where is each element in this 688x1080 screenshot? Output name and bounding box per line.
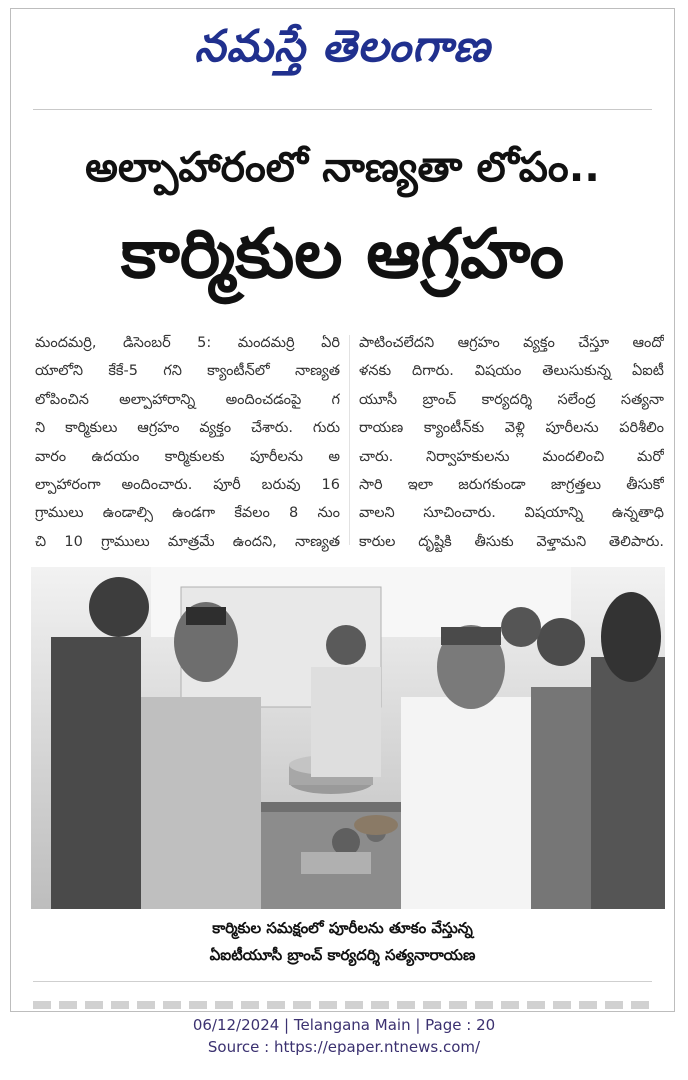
article-line: గ్రాములు ఉండాల్సి ఉండగా కేవలం 8 నుం [35,505,340,522]
article-line: మందమర్రి, డిసెంబర్ 5: మందమర్రి ఏరి [35,335,340,351]
article-line: రాయణ క్యాంటీన్‌కు వెళ్లి పూరీలను పరిశీలిం [359,420,664,437]
article-line: సారి ఇలా జరుగకుండా జాగ్రత్తలు తీసుకో [359,477,664,494]
article-line: కారుల దృష్టికి తీసుకు వెళ్తామని తెలిపారు. [359,533,664,550]
masthead-divider [33,109,652,110]
bottom-divider [33,981,652,982]
article-line: వారం ఉదయం కార్మికులకు పూరీలను అ [35,448,340,465]
footer-date-edition: 06/12/2024 | Telangana Main | Page : 20 [192,1016,496,1034]
footer-source: Source : https://epaper.ntnews.com/ [207,1038,481,1056]
cropped-next-article [33,1001,652,1009]
article-line: చి 10 గ్రాములు మాత్రమే ఉందని, నాణ్యత [35,533,340,550]
article-line: ల్పాహారంగా అందించారు. పూరీ బరువు 16 [35,477,340,494]
epaper-clipping [10,8,675,1012]
headline-main: కార్మికుల ఆగ్రహం [120,215,565,294]
clipping-footer [0,1014,688,1058]
article-column-left [35,329,340,556]
caption-line: ఏఐటీయూసీ బ్రాంచ్ కార్యదర్శి సత్యనారాయణ [209,946,476,964]
article-line: ని కార్మికులు ఆగ్రహం వ్యక్తం చేశారు. గురు [35,420,340,437]
news-photo [31,567,665,909]
newspaper-masthead: నమస్తే తెలంగాణ [194,21,491,72]
article-line: చారు. నిర్వాహకులను మందలించి మరో [359,448,664,465]
article-line: పాటించలేదని ఆగ్రహం వ్యక్తం చేస్తూ ఆందో [359,335,664,351]
article-line: యాలోని కేకే-5 గని క్యాంటీన్‌లో నాణ్యత [35,363,340,380]
photo-caption [11,915,674,969]
caption-line: కార్మికుల సమక్షంలో పూరీలను తూకం వేస్తున్న [212,919,473,937]
article-column-right [359,329,664,556]
column-divider [349,335,350,545]
article-line: వాలని సూచించారు. విషయాన్ని ఉన్నతాధి [359,505,664,522]
article-line: ళనకు దిగారు. విషయం తెలుసుకున్న ఏఐటీ [359,363,664,380]
photo-illustration [31,567,665,909]
article-line: లోపించిన అల్పాహారాన్ని అందించడంపై గ [35,391,340,408]
article-line: యూసీ బ్రాంచ్ కార్యదర్శి సలేంద్ర సత్యనా [359,391,664,408]
headline-kicker: అల్పాహారంలో నాణ్యతా లోపం.. [85,143,600,191]
